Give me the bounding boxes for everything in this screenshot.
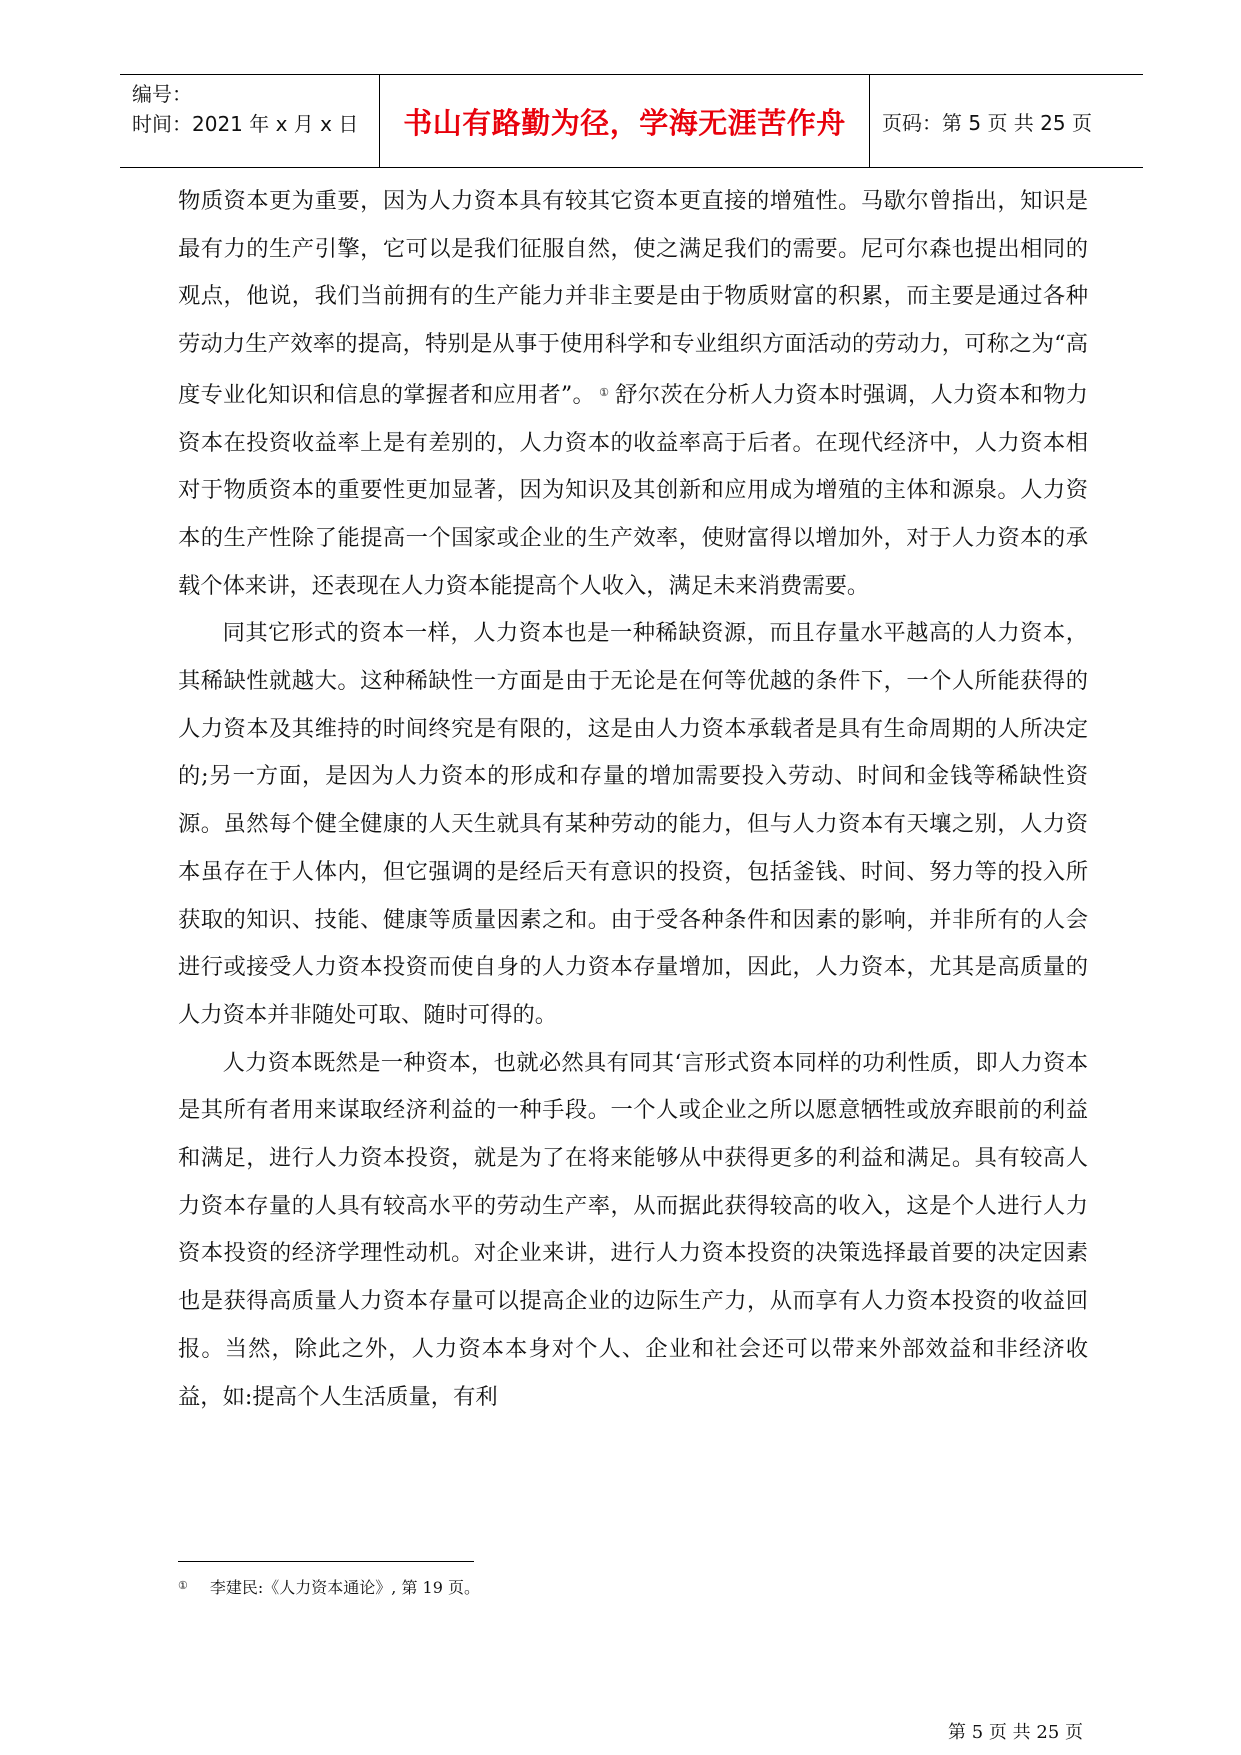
footnote-mark: ① xyxy=(178,1579,188,1592)
number-label: 编号： xyxy=(132,82,192,106)
paragraph-1 xyxy=(178,178,1088,610)
paragraph-1-text-a: 物质资本更为重要，因为人力资本具有较其它资本更直接的增殖性。马歇尔曾指出，知识是最有力的生产引擎，它可以是我们征服自然，使之满足我们的需要。尼可尔森也提出相同的观点，他说，我们当前拥有的生产能力并非主要是由于物质财富的积累，而主要是通过各种劳动力生产效率的提高，特别是从事于使用科学和专业组织方面活动的劳动力，可称之为“高度专业化知识和信息的掌握者和应用者”。 xyxy=(178,188,1088,408)
paragraph-1-text-b: 舒尔茨在分析人力资本时强调，人力资本和物力资本在投资收益率上是有差别的，人力资本的收益率高于后者。在现代经济中，人力资本相对于物质资本的重要性更加显著，因为知识及其创新和应用成为增殖的主体和源泉。人力资本的生产性除了能提高一个国家或企业的生产效率，使财富得以增加外，对于人力资本的承载个体来讲，还表现在人力资本能提高个人收入，满足未来消费需要。 xyxy=(178,381,1088,599)
header-page-code: 页码：第 5 页 共 25 页 xyxy=(882,110,1092,135)
header-motto: 书山有路勤为径，学海无涯苦作舟 xyxy=(380,75,870,167)
paragraph-3: 人力资本既然是一种资本，也就必然具有同其‘言形式资本同样的功利性质，即人力资本是其所有者用来谋取经济利益的一种手段。一个人或企业之所以愿意牺牲或放弃眼前的利益和满足，进行人力资本投资，就是为了在将来能够从中获得更多的利益和满足。具有较高人力资本存量的人具有较高水平的劳动生产率，从而据此获得较高的收入，这是个人进行人力资本投资的经济学理性动机。对企业来讲，进行人力资本投资的决策选择最首要的决定因素也是获得高质量人力资本存量可以提高企业的边际生产力，从而享有人力资本投资的收益回报。当然，除此之外，人力资本本身对个人、企业和社会还可以带来外部效益和非经济收益，如:提高个人生活质量，有利 xyxy=(178,1049,1088,1410)
time-label: 时间：2021 年 x 月 x 日 xyxy=(132,112,359,136)
paragraph-2: 同其它形式的资本一样，人力资本也是一种稀缺资源，而且存量水平越高的人力资本，其稀缺性就越大。这种稀缺性一方面是由于无论是在何等优越的条件下，一个人所能获得的人力资本及其维持的时间终究是有限的，这是由人力资本承载者是具有生命周期的人所决定的;另一方面，是因为人力资本的形成和存量的增加需要投入劳动、时间和金钱等稀缺性资源。虽然每个健全健康的人天生就具有某种劳动的能力，但与人力资本有天壤之别，人力资本虽存在于人体内，但它强调的是经后天有意识的投资，包括釜钱、时间、努力等的投入所获取的知识、技能、健康等质量因素之和。由于受各种条件和因素的影响，并非所有的人会进行或接受人力资本投资而使自身的人力资本存量增加，因此，人力资本，尤其是高质量的人力资本并非随处可取、随时可得的。 xyxy=(178,620,1088,1028)
footnote-divider xyxy=(178,1561,474,1562)
page-footer-number: 第 5 页 共 25 页 xyxy=(948,1722,1083,1743)
footnote xyxy=(178,1574,480,1600)
footnote-text: 李建民:《人力资本通论》, 第 19 页。 xyxy=(209,1578,480,1597)
header-meta xyxy=(120,75,380,167)
page-header xyxy=(120,74,1143,168)
document-body xyxy=(178,178,1088,1421)
footnote-reference[interactable]: ① xyxy=(599,385,610,399)
